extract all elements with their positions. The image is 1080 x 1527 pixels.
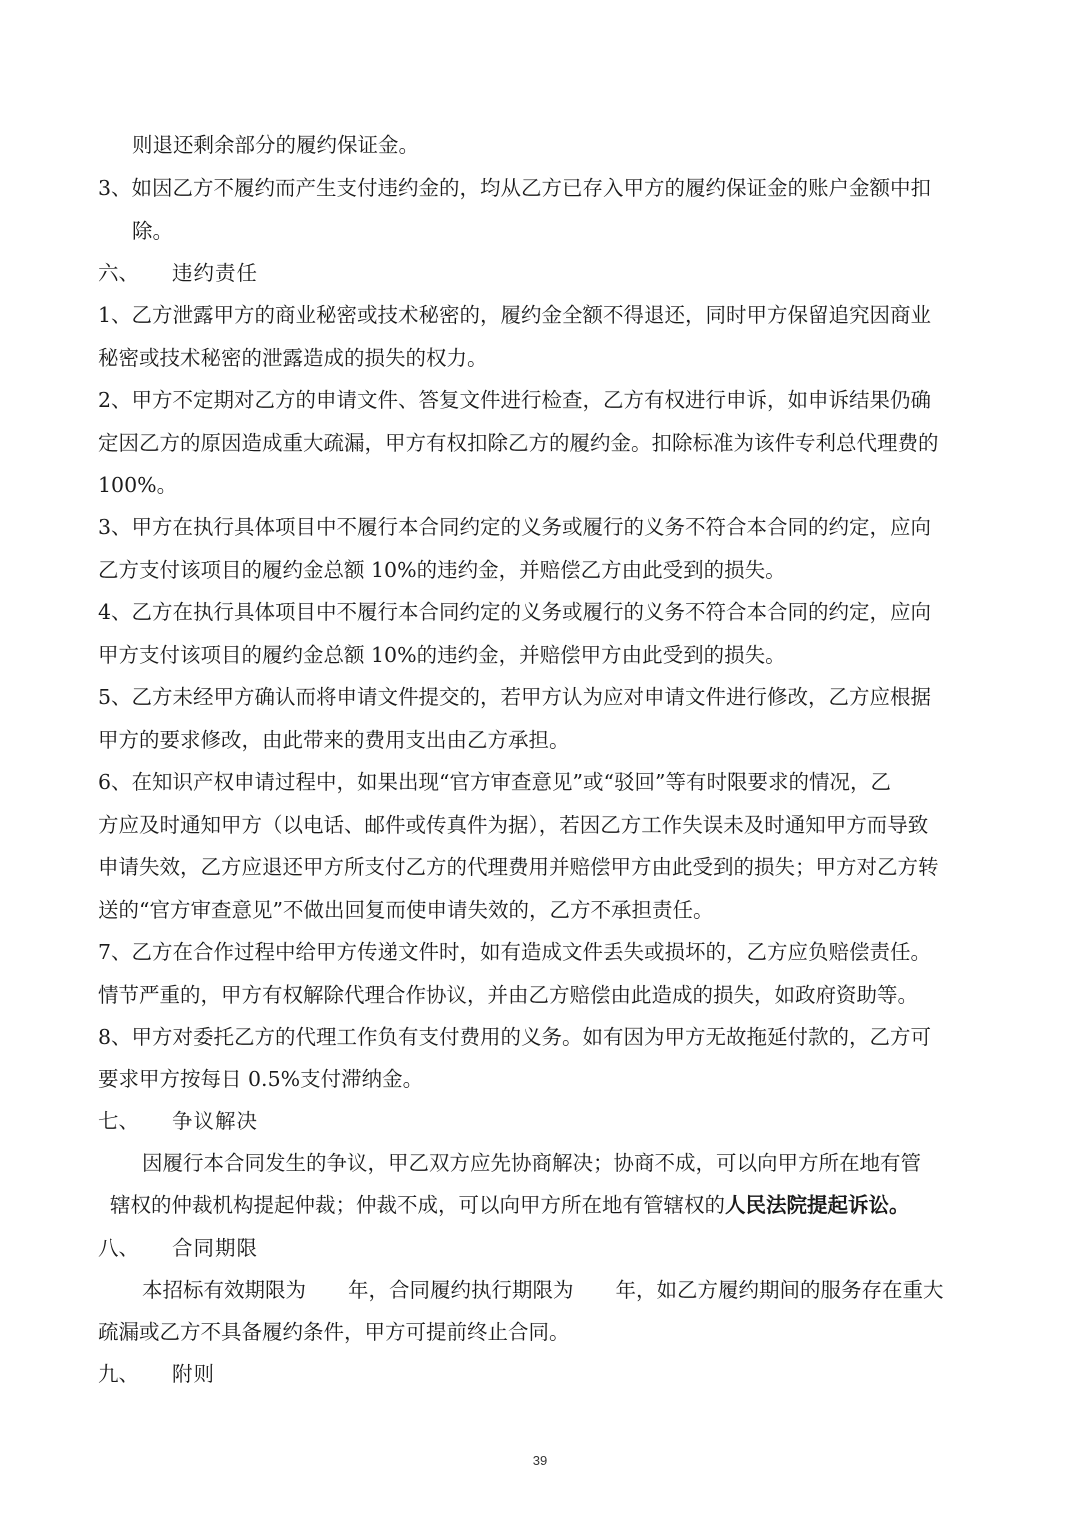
section-number: 七、 — [98, 1109, 139, 1133]
section-heading-9 — [98, 1364, 215, 1385]
section-heading-6 — [98, 263, 258, 284]
text-line: 定因乙方的原因造成重大疏漏，甲方有权扣除乙方的履约金。扣除标准为该件专利总代理费的 — [98, 431, 939, 455]
section-title: 附则 — [172, 1362, 215, 1386]
text-segment-bold: 人民法院提起诉讼。 — [725, 1193, 910, 1217]
section-title: 违约责任 — [172, 261, 258, 285]
text-line: 情节严重的，甲方有权解除代理合作协议，并由乙方赔偿由此造成的损失，如政府资助等。 — [98, 983, 918, 1007]
text-line: 6、在知识产权申请过程中，如果出现“官方审查意见”或“驳回”等有时限要求的情况，乙 — [98, 770, 891, 794]
text-line: 则退还剩余部分的履约保证金。 — [132, 133, 419, 157]
text-line: 1、乙方泄露甲方的商业秘密或技术秘密的，履约金全额不得退还，同时甲方保留追究因商业 — [98, 303, 932, 327]
text-line: 除。 — [132, 219, 173, 243]
section-number: 九、 — [98, 1362, 139, 1386]
text-line: 因履行本合同发生的争议，甲乙双方应先协商解决；协商不成，可以向甲方所在地有管 — [142, 1151, 921, 1175]
section-heading-8 — [98, 1238, 258, 1259]
text-segment: 本招标有效期限为 — [142, 1278, 306, 1302]
section-number: 六、 — [98, 261, 139, 285]
text-line: 甲方的要求修改，由此带来的费用支出由乙方承担。 — [98, 728, 570, 752]
text-line: 5、乙方未经甲方确认而将申请文件提交的，若甲方认为应对申请文件进行修改，乙方应根据 — [98, 685, 932, 709]
text-segment: 年，合同履约执行期限为 — [348, 1278, 574, 1302]
page-number: 39 — [532, 1453, 548, 1468]
text-line — [110, 1195, 910, 1216]
text-line: 3、甲方在执行具体项目中不履行本合同约定的义务或履行的义务不符合本合同的约定，应向 — [98, 515, 932, 539]
text-segment: 辖权的仲裁机构提起仲裁；仲裁不成，可以向甲方所在地有管辖权的 — [110, 1193, 725, 1217]
section-title: 争议解决 — [172, 1109, 258, 1133]
text-line: 100%。 — [98, 473, 178, 497]
text-line: 8、甲方对委托乙方的代理工作负有支付费用的义务。如有因为甲方无故拖延付款的，乙方可 — [98, 1025, 932, 1049]
text-line: 疏漏或乙方不具备履约条件，甲方可提前终止合同。 — [98, 1320, 570, 1344]
text-line — [142, 1280, 944, 1301]
text-line: 2、甲方不定期对乙方的申请文件、答复文件进行检查，乙方有权进行申诉，如申诉结果仍确 — [98, 388, 932, 412]
text-line: 秘密或技术秘密的泄露造成的损失的权力。 — [98, 346, 488, 370]
text-line: 3、如因乙方不履约而产生支付违约金的，均从乙方已存入甲方的履约保证金的账户金额中扣 — [98, 176, 932, 200]
text-line: 申请失效，乙方应退还甲方所支付乙方的代理费用并赔偿甲方由此受到的损失；甲方对乙方转 — [98, 855, 939, 879]
text-line: 甲方支付该项目的履约金总额 10%的违约金，并赔偿甲方由此受到的损失。 — [98, 643, 786, 667]
section-title: 合同期限 — [172, 1236, 258, 1260]
text-line: 7、乙方在合作过程中给甲方传递文件时，如有造成文件丢失或损坏的，乙方应负赔偿责任。 — [98, 940, 932, 964]
text-line: 4、乙方在执行具体项目中不履行本合同约定的义务或履行的义务不符合本合同的约定，应向 — [98, 600, 932, 624]
text-line: 要求甲方按每日 0.5%支付滞纳金。 — [98, 1067, 424, 1091]
text-line: 方应及时通知甲方（以电话、邮件或传真件为据），若因乙方工作失误未及时通知甲方而导致 — [98, 813, 929, 837]
text-line: 送的“官方审查意见”不做出回复而使申请失效的，乙方不承担责任。 — [98, 898, 714, 922]
section-heading-7 — [98, 1111, 258, 1132]
section-number: 八、 — [98, 1236, 139, 1260]
text-segment: 年，如乙方履约期间的服务存在重大 — [615, 1278, 944, 1302]
text-line: 乙方支付该项目的履约金总额 10%的违约金，并赔偿乙方由此受到的损失。 — [98, 558, 786, 582]
